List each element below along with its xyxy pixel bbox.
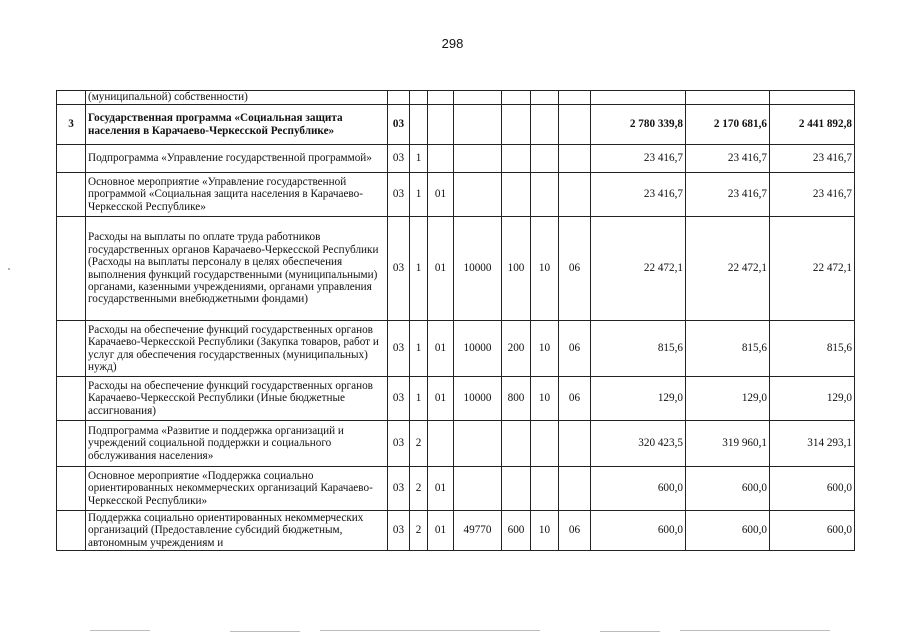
- code-subsection-cell: [559, 91, 591, 105]
- code-subsection-cell: [559, 105, 591, 145]
- amount-year-2-cell: 2 170 681,6: [686, 105, 770, 145]
- amount-year-2-cell: 22 472,1: [686, 217, 770, 321]
- table-row: [57, 377, 855, 421]
- code-measure-cell: 01: [428, 321, 454, 377]
- page-number: 298: [441, 36, 464, 51]
- budget-table: [56, 90, 855, 551]
- code-program-cell: 03: [388, 511, 410, 551]
- code-measure-cell: 01: [428, 467, 454, 511]
- code-subsection-cell: 06: [559, 321, 591, 377]
- row-number-cell: [57, 321, 86, 377]
- amount-year-3-cell: 600,0: [770, 511, 855, 551]
- code-subsection-cell: 06: [559, 377, 591, 421]
- amount-year-2-cell: 815,6: [686, 321, 770, 377]
- code-section-cell: [531, 145, 559, 173]
- code-expense-type-cell: [502, 421, 531, 467]
- amount-year-1-cell: 2 780 339,8: [591, 105, 686, 145]
- code-expense-type-cell: [502, 145, 531, 173]
- item-name-cell: Государственная программа «Социальная защита населения в Карачаево-Черкесской Республике»: [86, 105, 388, 145]
- code-section-cell: 10: [531, 511, 559, 551]
- table-row: [57, 145, 855, 173]
- amount-year-3-cell: 815,6: [770, 321, 855, 377]
- item-name-cell: (муниципальной) собственности): [86, 91, 388, 105]
- amount-year-3-cell: 23 416,7: [770, 145, 855, 173]
- code-subsection-cell: [559, 173, 591, 217]
- code-expense-type-cell: [502, 105, 531, 145]
- code-expense-type-cell: 800: [502, 377, 531, 421]
- code-direction-cell: 10000: [454, 377, 502, 421]
- code-program-cell: 03: [388, 105, 410, 145]
- amount-year-2-cell: 600,0: [686, 467, 770, 511]
- code-direction-cell: [454, 105, 502, 145]
- code-section-cell: [531, 173, 559, 217]
- code-subprogram-cell: 2: [410, 467, 428, 511]
- code-measure-cell: [428, 421, 454, 467]
- table-row: [57, 321, 855, 377]
- amount-year-1-cell: 129,0: [591, 377, 686, 421]
- code-subprogram-cell: 1: [410, 321, 428, 377]
- scan-artifact-line: [230, 631, 300, 632]
- amount-year-1-cell: 320 423,5: [591, 421, 686, 467]
- code-program-cell: [388, 91, 410, 105]
- amount-year-2-cell: 319 960,1: [686, 421, 770, 467]
- code-direction-cell: 49770: [454, 511, 502, 551]
- code-section-cell: [531, 421, 559, 467]
- table-row: [57, 467, 855, 511]
- amount-year-3-cell: 23 416,7: [770, 173, 855, 217]
- item-name-cell: Подпрограмма «Развитие и поддержка организаций и учреждений социальной поддержки и социального обслуживания населения»: [86, 421, 388, 467]
- code-direction-cell: [454, 91, 502, 105]
- code-direction-cell: 10000: [454, 217, 502, 321]
- code-section-cell: 10: [531, 217, 559, 321]
- code-measure-cell: 01: [428, 511, 454, 551]
- item-name-cell: Основное мероприятие «Управление государственной программой «Социальная защита населения в Карачаево-Черкесской Республике»: [86, 173, 388, 217]
- amount-year-3-cell: 314 293,1: [770, 421, 855, 467]
- amount-year-3-cell: 129,0: [770, 377, 855, 421]
- code-program-cell: 03: [388, 145, 410, 173]
- scan-speck: [8, 268, 10, 270]
- code-subsection-cell: 06: [559, 217, 591, 321]
- code-expense-type-cell: 200: [502, 321, 531, 377]
- table-row: [57, 105, 855, 145]
- code-section-cell: 10: [531, 321, 559, 377]
- amount-year-2-cell: 23 416,7: [686, 145, 770, 173]
- code-section-cell: [531, 467, 559, 511]
- amount-year-2-cell: 129,0: [686, 377, 770, 421]
- table-row: [57, 173, 855, 217]
- code-subprogram-cell: 1: [410, 377, 428, 421]
- scan-artifact-line: [90, 630, 150, 631]
- code-program-cell: 03: [388, 217, 410, 321]
- amount-year-2-cell: [686, 91, 770, 105]
- row-number-cell: [57, 467, 86, 511]
- row-number-cell: [57, 91, 86, 105]
- item-name-cell: Основное мероприятие «Поддержка социально ориентированных некоммерческих организаций Карачаево-Черкесской Республики»: [86, 467, 388, 511]
- amount-year-2-cell: 600,0: [686, 511, 770, 551]
- code-section-cell: [531, 105, 559, 145]
- scan-artifact-line: [600, 631, 660, 632]
- code-measure-cell: [428, 105, 454, 145]
- code-section-cell: 10: [531, 377, 559, 421]
- code-expense-type-cell: [502, 467, 531, 511]
- code-measure-cell: [428, 91, 454, 105]
- code-subprogram-cell: [410, 105, 428, 145]
- table-row: [57, 217, 855, 321]
- code-program-cell: 03: [388, 321, 410, 377]
- code-direction-cell: 10000: [454, 321, 502, 377]
- code-subprogram-cell: 2: [410, 511, 428, 551]
- item-name-cell: Поддержка социально ориентированных некоммерческих организаций (Предоставление субсидий бюджетным, автономным учреждениям и: [86, 511, 388, 551]
- code-subprogram-cell: 2: [410, 421, 428, 467]
- code-expense-type-cell: [502, 91, 531, 105]
- item-name-cell: Расходы на обеспечение функций государственных органов Карачаево-Черкесской Республики (Иные бюджетные ассигнования): [86, 377, 388, 421]
- amount-year-3-cell: 2 441 892,8: [770, 105, 855, 145]
- code-expense-type-cell: 600: [502, 511, 531, 551]
- amount-year-1-cell: 23 416,7: [591, 173, 686, 217]
- row-number-cell: [57, 511, 86, 551]
- code-program-cell: 03: [388, 421, 410, 467]
- table-row: [57, 91, 855, 105]
- amount-year-3-cell: 600,0: [770, 467, 855, 511]
- code-expense-type-cell: 100: [502, 217, 531, 321]
- code-measure-cell: 01: [428, 217, 454, 321]
- amount-year-1-cell: 815,6: [591, 321, 686, 377]
- item-name-cell: Подпрограмма «Управление государственной программой»: [86, 145, 388, 173]
- row-number-cell: [57, 421, 86, 467]
- code-program-cell: 03: [388, 377, 410, 421]
- amount-year-1-cell: [591, 91, 686, 105]
- row-number-cell: [57, 377, 86, 421]
- code-direction-cell: [454, 421, 502, 467]
- table-row: [57, 421, 855, 467]
- row-number-cell: [57, 145, 86, 173]
- code-measure-cell: 01: [428, 377, 454, 421]
- code-program-cell: 03: [388, 467, 410, 511]
- code-subprogram-cell: [410, 91, 428, 105]
- scan-artifact-line: [320, 630, 540, 631]
- row-number-cell: 3: [57, 105, 86, 145]
- row-number-cell: [57, 217, 86, 321]
- amount-year-1-cell: 23 416,7: [591, 145, 686, 173]
- amount-year-3-cell: 22 472,1: [770, 217, 855, 321]
- amount-year-1-cell: 600,0: [591, 511, 686, 551]
- item-name-cell: Расходы на обеспечение функций государственных органов Карачаево-Черкесской Республики (Закупка товаров, работ и услуг для обеспечения государственных (муниципальных) нужд): [86, 321, 388, 377]
- code-subprogram-cell: 1: [410, 173, 428, 217]
- code-subprogram-cell: 1: [410, 217, 428, 321]
- item-name-cell: Расходы на выплаты по оплате труда работников государственных органов Карачаево-Черкесской Республики (Расходы на выплаты персоналу в целях обеспечения выполнения функций государственными (муниципальными) органами, казенными учреждениями, органами управления государственными внебюджетными фондами): [86, 217, 388, 321]
- code-direction-cell: [454, 173, 502, 217]
- code-expense-type-cell: [502, 173, 531, 217]
- code-measure-cell: [428, 145, 454, 173]
- amount-year-1-cell: 600,0: [591, 467, 686, 511]
- amount-year-1-cell: 22 472,1: [591, 217, 686, 321]
- amount-year-3-cell: [770, 91, 855, 105]
- code-direction-cell: [454, 145, 502, 173]
- code-subsection-cell: [559, 145, 591, 173]
- code-measure-cell: 01: [428, 173, 454, 217]
- code-subsection-cell: [559, 467, 591, 511]
- table-row: [57, 511, 855, 551]
- code-program-cell: 03: [388, 173, 410, 217]
- amount-year-2-cell: 23 416,7: [686, 173, 770, 217]
- code-subsection-cell: [559, 421, 591, 467]
- code-subsection-cell: 06: [559, 511, 591, 551]
- scan-artifact-line: [680, 630, 830, 631]
- row-number-cell: [57, 173, 86, 217]
- code-subprogram-cell: 1: [410, 145, 428, 173]
- code-direction-cell: [454, 467, 502, 511]
- code-section-cell: [531, 91, 559, 105]
